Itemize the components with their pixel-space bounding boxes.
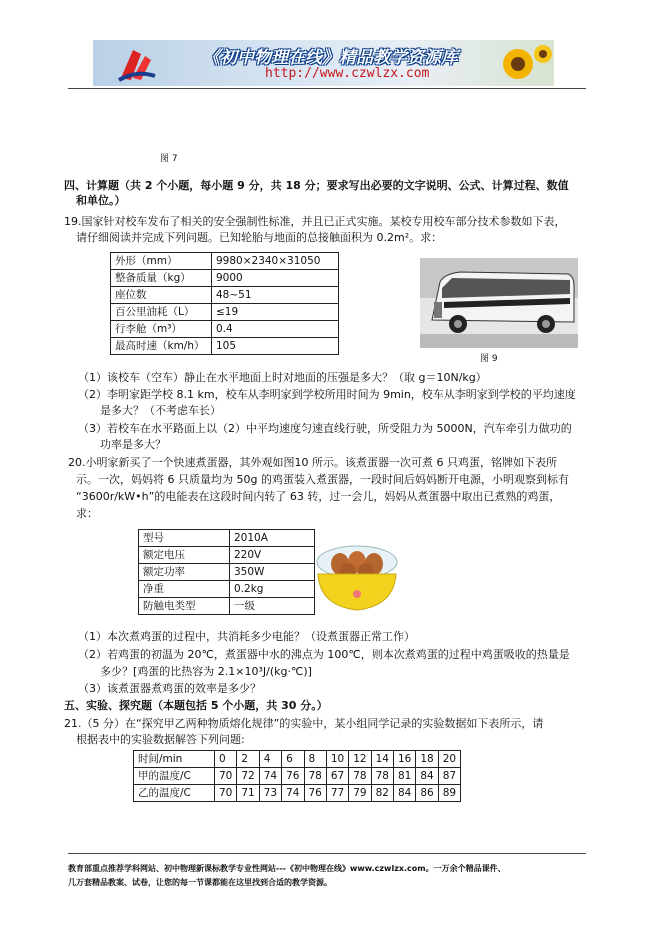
q20-part-3: （3）该煮蛋器煮鸡蛋的效率是多少？ <box>78 682 261 695</box>
q21-stem-cont: 根据表中的实验数据解答下列问题: <box>76 733 245 746</box>
table-row: 乙的温度/C 70 71 73 74 76 77 79 82 84 86 89 <box>134 785 461 802</box>
banner-url[interactable]: http://www.czwlzx.com <box>265 66 430 81</box>
q19-part-1: （1）该校车（空车）静止在水平地面上时对地面的压强是多大？（取 g＝10N/kg） <box>78 371 487 384</box>
section-5-heading: 五、实验、探究题（本题包括 5 个小题，共 30 分。） <box>64 699 328 712</box>
table-row: 型号 2010A <box>139 530 315 547</box>
egg-cooker-spec-table <box>138 529 315 615</box>
melting-data-table <box>133 750 461 802</box>
table-row: 最高时速（km/h） 105 <box>111 338 339 355</box>
q20-stem-cont-1: 示。一次，妈妈将 6 只质量均为 50g 的鸡蛋装入煮蛋器，一段时间后妈妈断开电源，小明观察到标有 <box>76 473 569 486</box>
q20-stem-cont-2: “3600r/kW•h”的电能表在这段时间内转了 63 转，过一会儿，妈妈从煮蛋器中取出已煮熟的鸡蛋， <box>76 490 561 503</box>
figure-7-caption: 图 7 <box>160 154 178 164</box>
header-rule <box>68 88 586 89</box>
q20-part-1: （1）本次煮鸡蛋的过程中，共消耗多少电能？（设煮蛋器正常工作） <box>78 630 415 643</box>
site-banner <box>93 40 554 86</box>
section-4-heading-cont: 和单位。） <box>76 194 126 207</box>
table-row: 净重 0.2kg <box>139 581 315 598</box>
q19-part-3: （3）若校车在水平路面上以（2）中平均速度匀速直线行驶，所受阻力为 5000N，汽车牵引力做功的 <box>78 422 572 435</box>
table-row: 百公里油耗（L） ≤19 <box>111 304 339 321</box>
school-bus-image <box>420 258 578 348</box>
q19-part-3-cont: 功率是多大？ <box>100 438 166 451</box>
figure-9-caption: 图 9 <box>480 354 498 364</box>
table-row: 座位数 48~51 <box>111 287 339 304</box>
q19-stem-cont: 请仔细阅读并完成下列问题。已知轮胎与地面的总接触面积为 0.2m²。求： <box>76 231 443 244</box>
q20-part-2: （2）若鸡蛋的初温为 20℃，煮蛋器中水的沸点为 100℃，则本次煮鸡蛋的过程中鸡蛋吸收的热量是 <box>78 648 570 661</box>
q20-stem: 20.小明家新买了一个快速煮蛋器，其外观如图10 所示。该煮蛋器一次可煮 6 只鸡蛋，铭牌如下表所 <box>68 456 557 469</box>
footer-rule <box>68 853 586 854</box>
table-row: 整备质量（kg） 9000 <box>111 270 339 287</box>
q20-stem-cont-3: 求： <box>76 507 98 520</box>
table-row: 甲的温度/C 70 72 74 76 78 67 78 78 81 84 87 <box>134 768 461 785</box>
q21-stem: 21.（5 分）在“探究甲乙两种物质熔化规律”的实验中，某小组同学记录的实验数据如下表所示，请 <box>64 717 544 730</box>
footer-line-2: 几万套精品教案、试卷，让您的每一节课都能在这里找到合适的教学资源。 <box>68 878 332 887</box>
bus-spec-table <box>110 252 339 355</box>
table-row: 行李舱（m³） 0.4 <box>111 321 339 338</box>
banner-title: 《初中物理在线》精品教学资源库 <box>203 48 458 68</box>
table-row: 额定电压 220V <box>139 547 315 564</box>
q19-stem: 19.国家针对校车发布了相关的安全强制性标准，并且已正式实施。某校专用校车部分技术参数如下表， <box>64 215 566 228</box>
table-row: 额定功率 350W <box>139 564 315 581</box>
table-row: 外形（mm） 9980×2340×31050 <box>111 253 339 270</box>
egg-cooker-image <box>312 538 402 618</box>
q19-part-2: （2）李明家距学校 8.1 km，校车从李明家到学校所用时间为 9min，校车从李明家到学校的平均速度 <box>78 388 576 401</box>
table-row: 时间/min 0 2 4 6 8 10 12 14 16 18 20 <box>134 751 461 768</box>
section-4-heading: 四、计算题（共 2 个小题，每小题 9 分，共 18 分；要求写出必要的文字说明、公式、计算过程、数值 <box>64 179 569 192</box>
footer-line-1: 教育部重点推荐学科网站、初中物理新课标教学专业性网站---《初中物理在线》www.czwlzx.com。一万余个精品课件、 <box>68 864 506 873</box>
q20-part-2-cont: 多少？[鸡蛋的比热容为 2.1×10³J/(kg·℃)] <box>100 665 312 678</box>
table-row: 防触电类型 一级 <box>139 598 315 615</box>
q19-part-2-cont: 是多大？（不考虑车长） <box>100 404 221 417</box>
